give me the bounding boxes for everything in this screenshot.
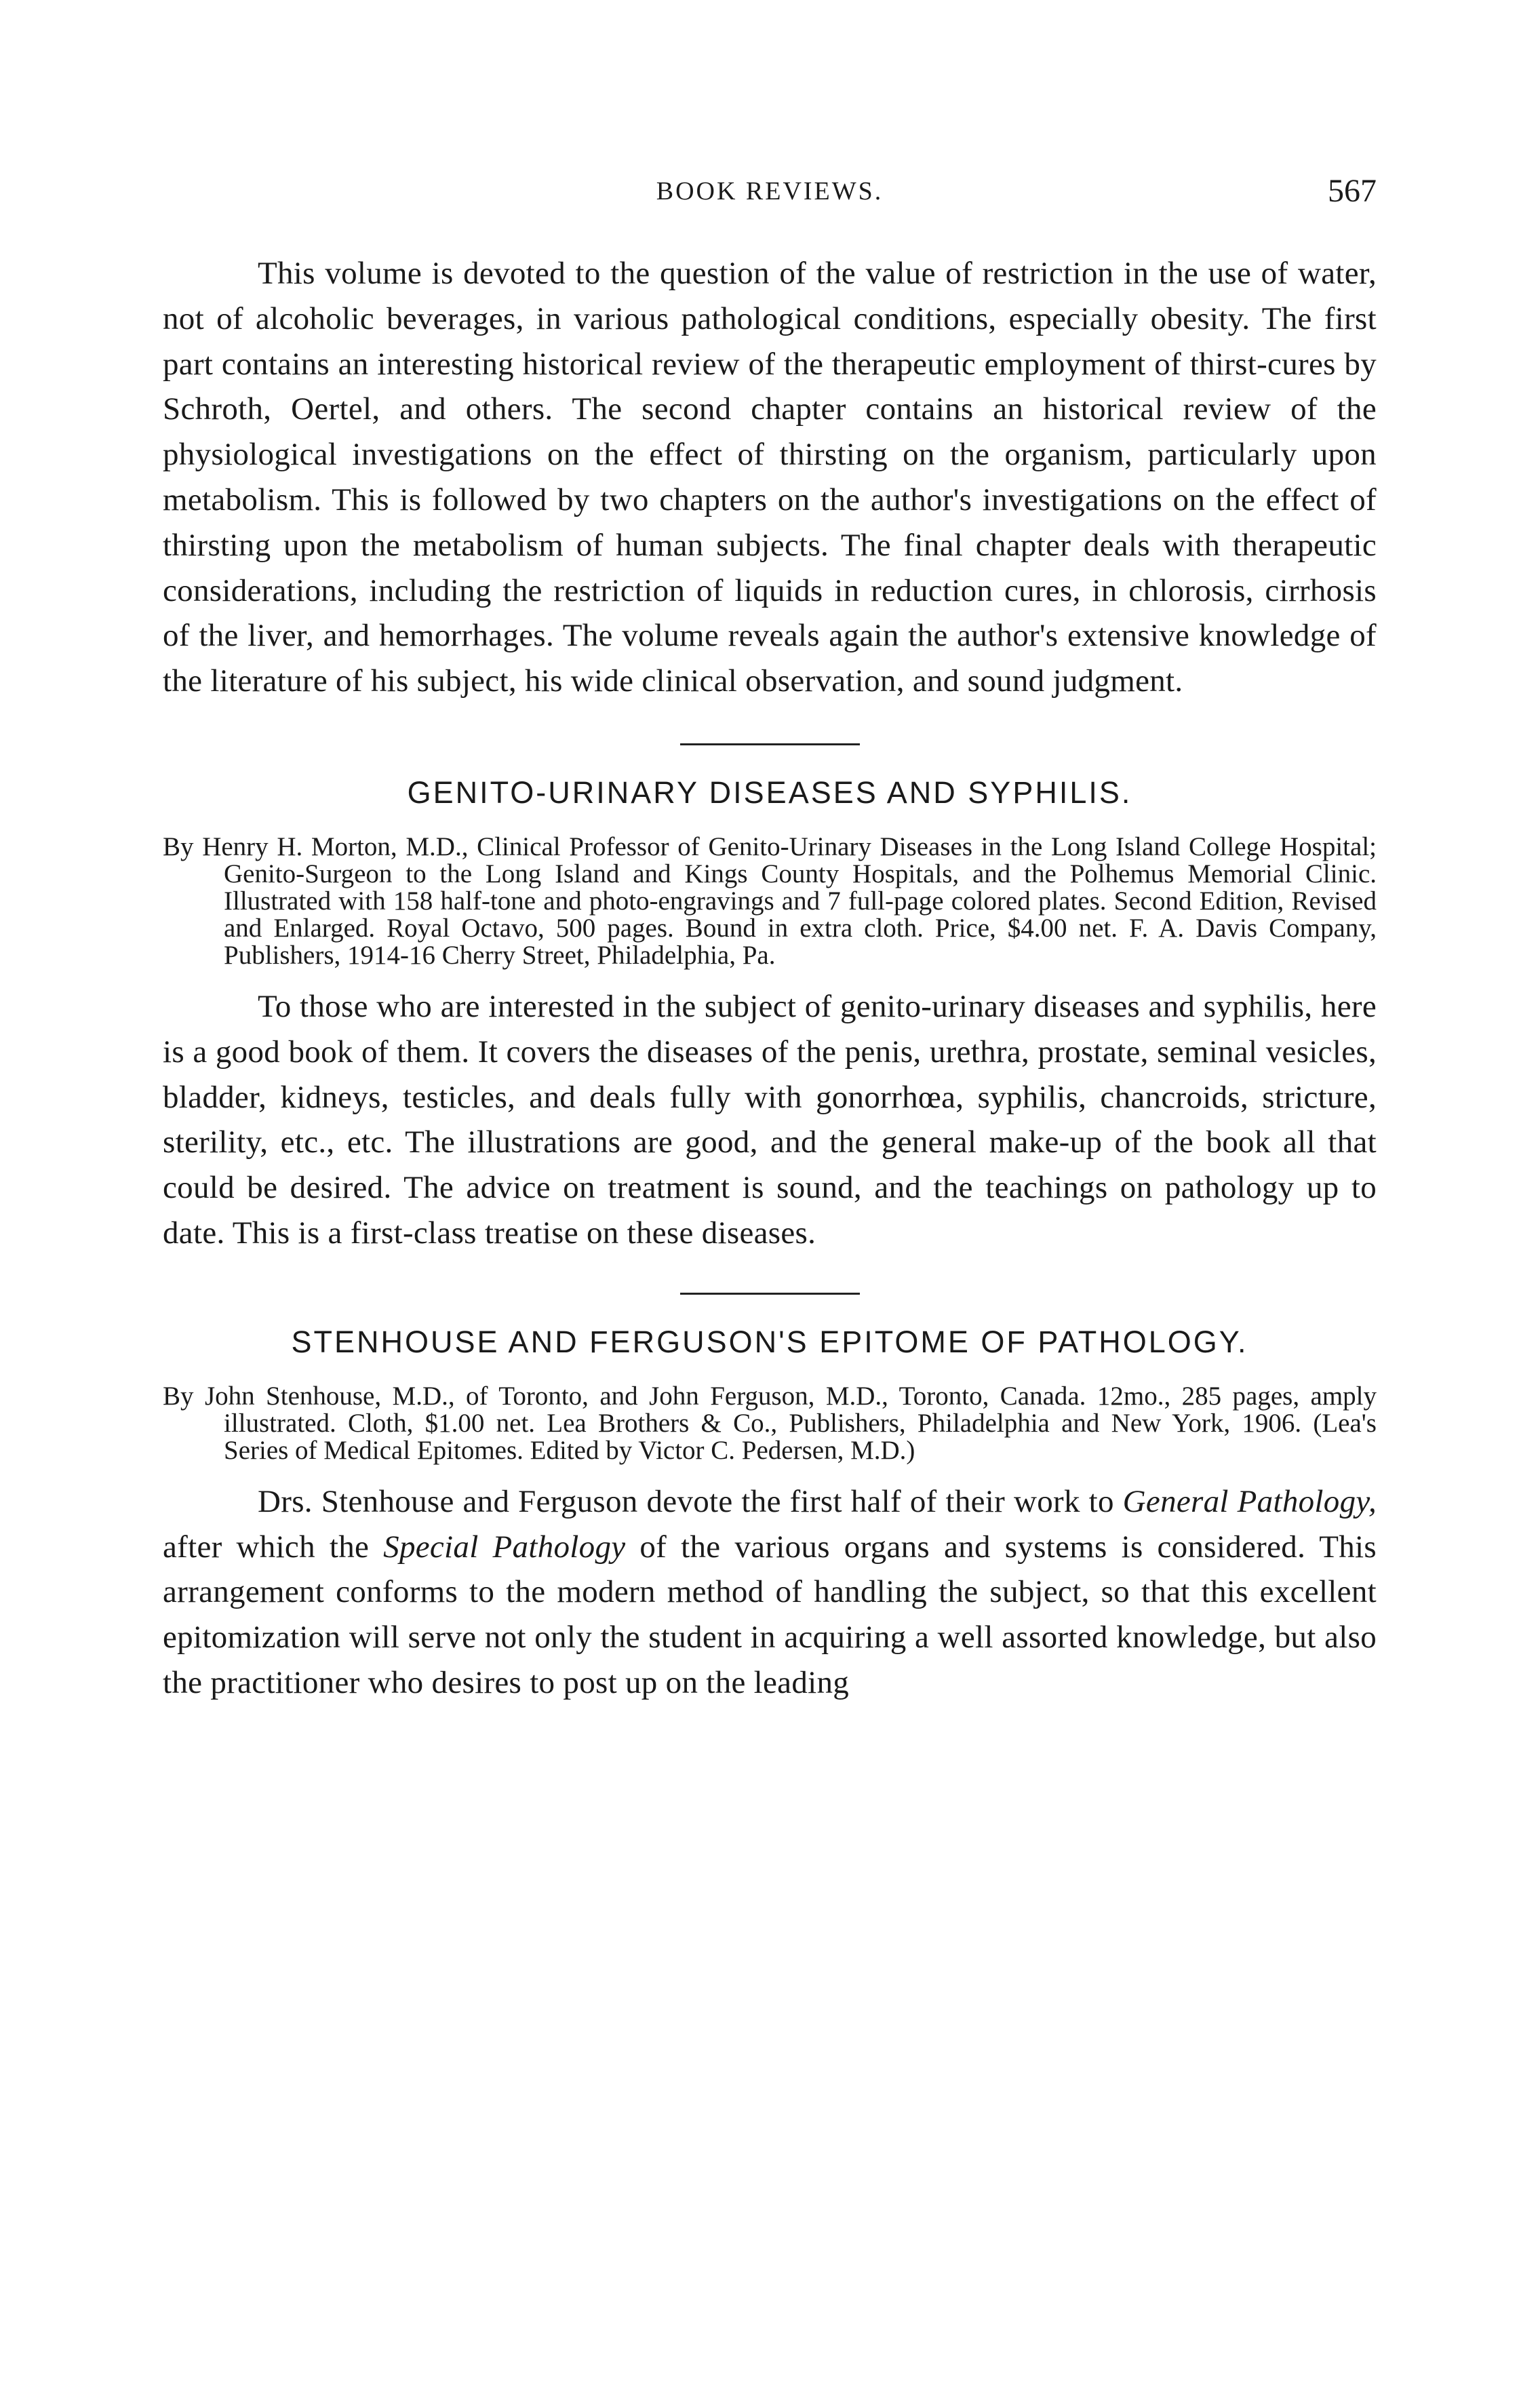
running-head — [163, 173, 1377, 224]
review-2-emphasis-special-pathology: Special Pathology — [383, 1529, 626, 1565]
review-2-text-1: Drs. Stenhouse and Ferguson devote the first half of their work to — [258, 1483, 1123, 1519]
page-number: 567 — [1328, 173, 1377, 209]
intro-review-paragraph: This volume is devoted to the question of the value of restriction in the use of water, not of alcoholic beverages, in various pathological conditions, especially obesity. The first part contains an interesting historical review of the therapeutic employment of thirst-cures by Schroth, Oertel, and others. The second chapter contains an historical review of the physiological investigations on the effect of thirsting on the organism, particularly upon metabolism. This is followed by two chapters on the author's investigations on the effect of thirsting upon the metabolism of human subjects. The final chapter deals with therapeutic considerations, including the restriction of liquids in reduction cures, in chlorosis, cirrhosis of the liver, and hemorrhages. The volume reveals again the author's extensive knowledge of the literature of his subject, his wide clinical observation, and sound judgment. — [163, 256, 1377, 699]
review-1-paragraph: To those who are interested in the subject of genito-urinary diseases and syphilis, here is a good book of them. It covers the diseases of the penis, urethra, prostate, seminal vesicles, bladder, kidneys, testicles, and deals fully with gonorrhœa, syphilis, chancroids, stricture, sterility, etc., etc. The illustrations are good, and the general make-up of the book all that could be desired. The advice on treatment is sound, and the teachings on pathology up to date. This is a first-class treatise on these diseases. — [163, 988, 1377, 1251]
section-divider — [680, 743, 860, 745]
review-2-paragraph — [163, 1479, 1377, 1706]
review-2-bibliography: By John Stenhouse, M.D., of Toronto, and John Ferguson, M.D., Toronto, Canada. 12mo., 285 pages, amply illustrated. Cloth, $1.00 net. Lea Brothers & Co., Publishers, Philadelphia and New York, 1906. (Lea's Series of Medical Epitomes. Edited by Victor C. Pedersen, M.D.) — [163, 1381, 1377, 1465]
review-1-title: GENITO-URINARY DISEASES AND SYPHILIS. — [407, 775, 1132, 810]
review-2-emphasis-general-pathology: General Pathology, — [1122, 1483, 1377, 1519]
running-title: BOOK REVIEWS. — [656, 177, 884, 205]
review-1-bibliography: By Henry H. Morton, M.D., Clinical Professor of Genito-Urinary Diseases in the Long Island College Hospital; Genito-Surgeon to the Long Island and Kings County Hospitals, and the Polhemus Memorial Clinic. Illustrated with 158 half-tone and photo-engravings and 7 full-page colored plates. Second Edition, Revised and Enlarged. Royal Octavo, 500 pages. Bound in extra cloth. Price, $4.00 net. F. A. Davis Company, Publishers, 1914-16 Cherry Street, Philadelphia, Pa. — [163, 831, 1377, 970]
review-2-text-2: after which the — [163, 1529, 384, 1565]
review-2-title: STENHOUSE AND FERGUSON'S EPITOME OF PATHOLOGY. — [291, 1324, 1248, 1359]
book-page — [163, 173, 1377, 1706]
section-divider — [680, 1293, 860, 1295]
review-2-text-3: of the various organs and systems is considered. This arrangement conforms to the modern method of handling the subject, so that this excellent epitomization will serve not only the student in acquiring a well assorted knowledge, but also the practitioner who desires to post up on the leading — [163, 1529, 1377, 1700]
